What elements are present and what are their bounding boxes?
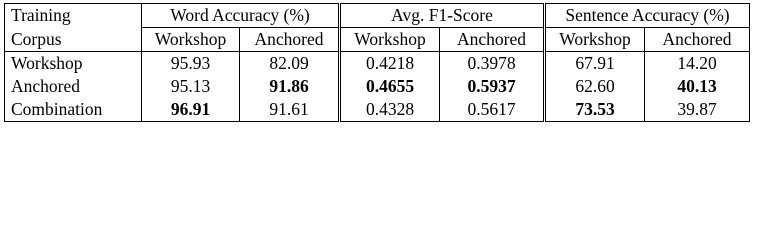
group-header-row (5, 4, 750, 28)
group-header-word-accuracy: Word Accuracy (%) (142, 4, 340, 28)
subheader-word-anchored: Anchored (240, 28, 340, 52)
subheader-sentence-workshop: Workshop (545, 28, 645, 52)
subheader-sentence-anchored: Anchored (645, 28, 750, 52)
table-cell: 14.20 (645, 52, 750, 76)
table-row (5, 98, 750, 122)
table-cell: 96.91 (142, 98, 240, 122)
table-cell: 95.13 (142, 75, 240, 98)
table-cell: 0.3978 (467, 52, 516, 73)
table-cell: 0.4655 (340, 75, 440, 98)
subheader-f1-workshop: Workshop (340, 28, 440, 52)
row-label: Combination (5, 98, 142, 122)
table-cell: 40.13 (645, 75, 750, 98)
group-header-sentence-accuracy: Sentence Accuracy (%) (545, 4, 750, 28)
table-cell: 39.87 (645, 98, 750, 122)
results-table-container (4, 3, 750, 122)
row-header-title-line2: Corpus (5, 28, 142, 52)
results-table (4, 3, 750, 122)
group-header-f1-score: Avg. F1-Score (340, 4, 545, 28)
table-cell: 0.4218 (340, 52, 440, 76)
table-cell: 82.09 (269, 52, 309, 73)
table-cell: 0.4328 (340, 98, 440, 122)
table-row (5, 52, 750, 76)
table-cell: 95.93 (142, 52, 240, 76)
table-cell: 67.91 (545, 52, 645, 76)
subheader-word-workshop: Workshop (142, 28, 240, 52)
row-label: Anchored (5, 75, 142, 98)
subheader-f1-anchored: Anchored (440, 28, 545, 52)
table-cell: 73.53 (545, 98, 645, 122)
table-cell: 0.5937 (467, 75, 516, 96)
table-cell: 0.5617 (440, 98, 545, 122)
table-cell: 62.60 (545, 75, 645, 98)
table-cell: 91.61 (240, 98, 340, 122)
table-row (5, 75, 750, 98)
table-cell: 91.86 (269, 75, 309, 96)
row-header-title-line1: Training (5, 4, 142, 28)
row-label: Workshop (5, 52, 142, 76)
sub-header-row (5, 28, 750, 52)
